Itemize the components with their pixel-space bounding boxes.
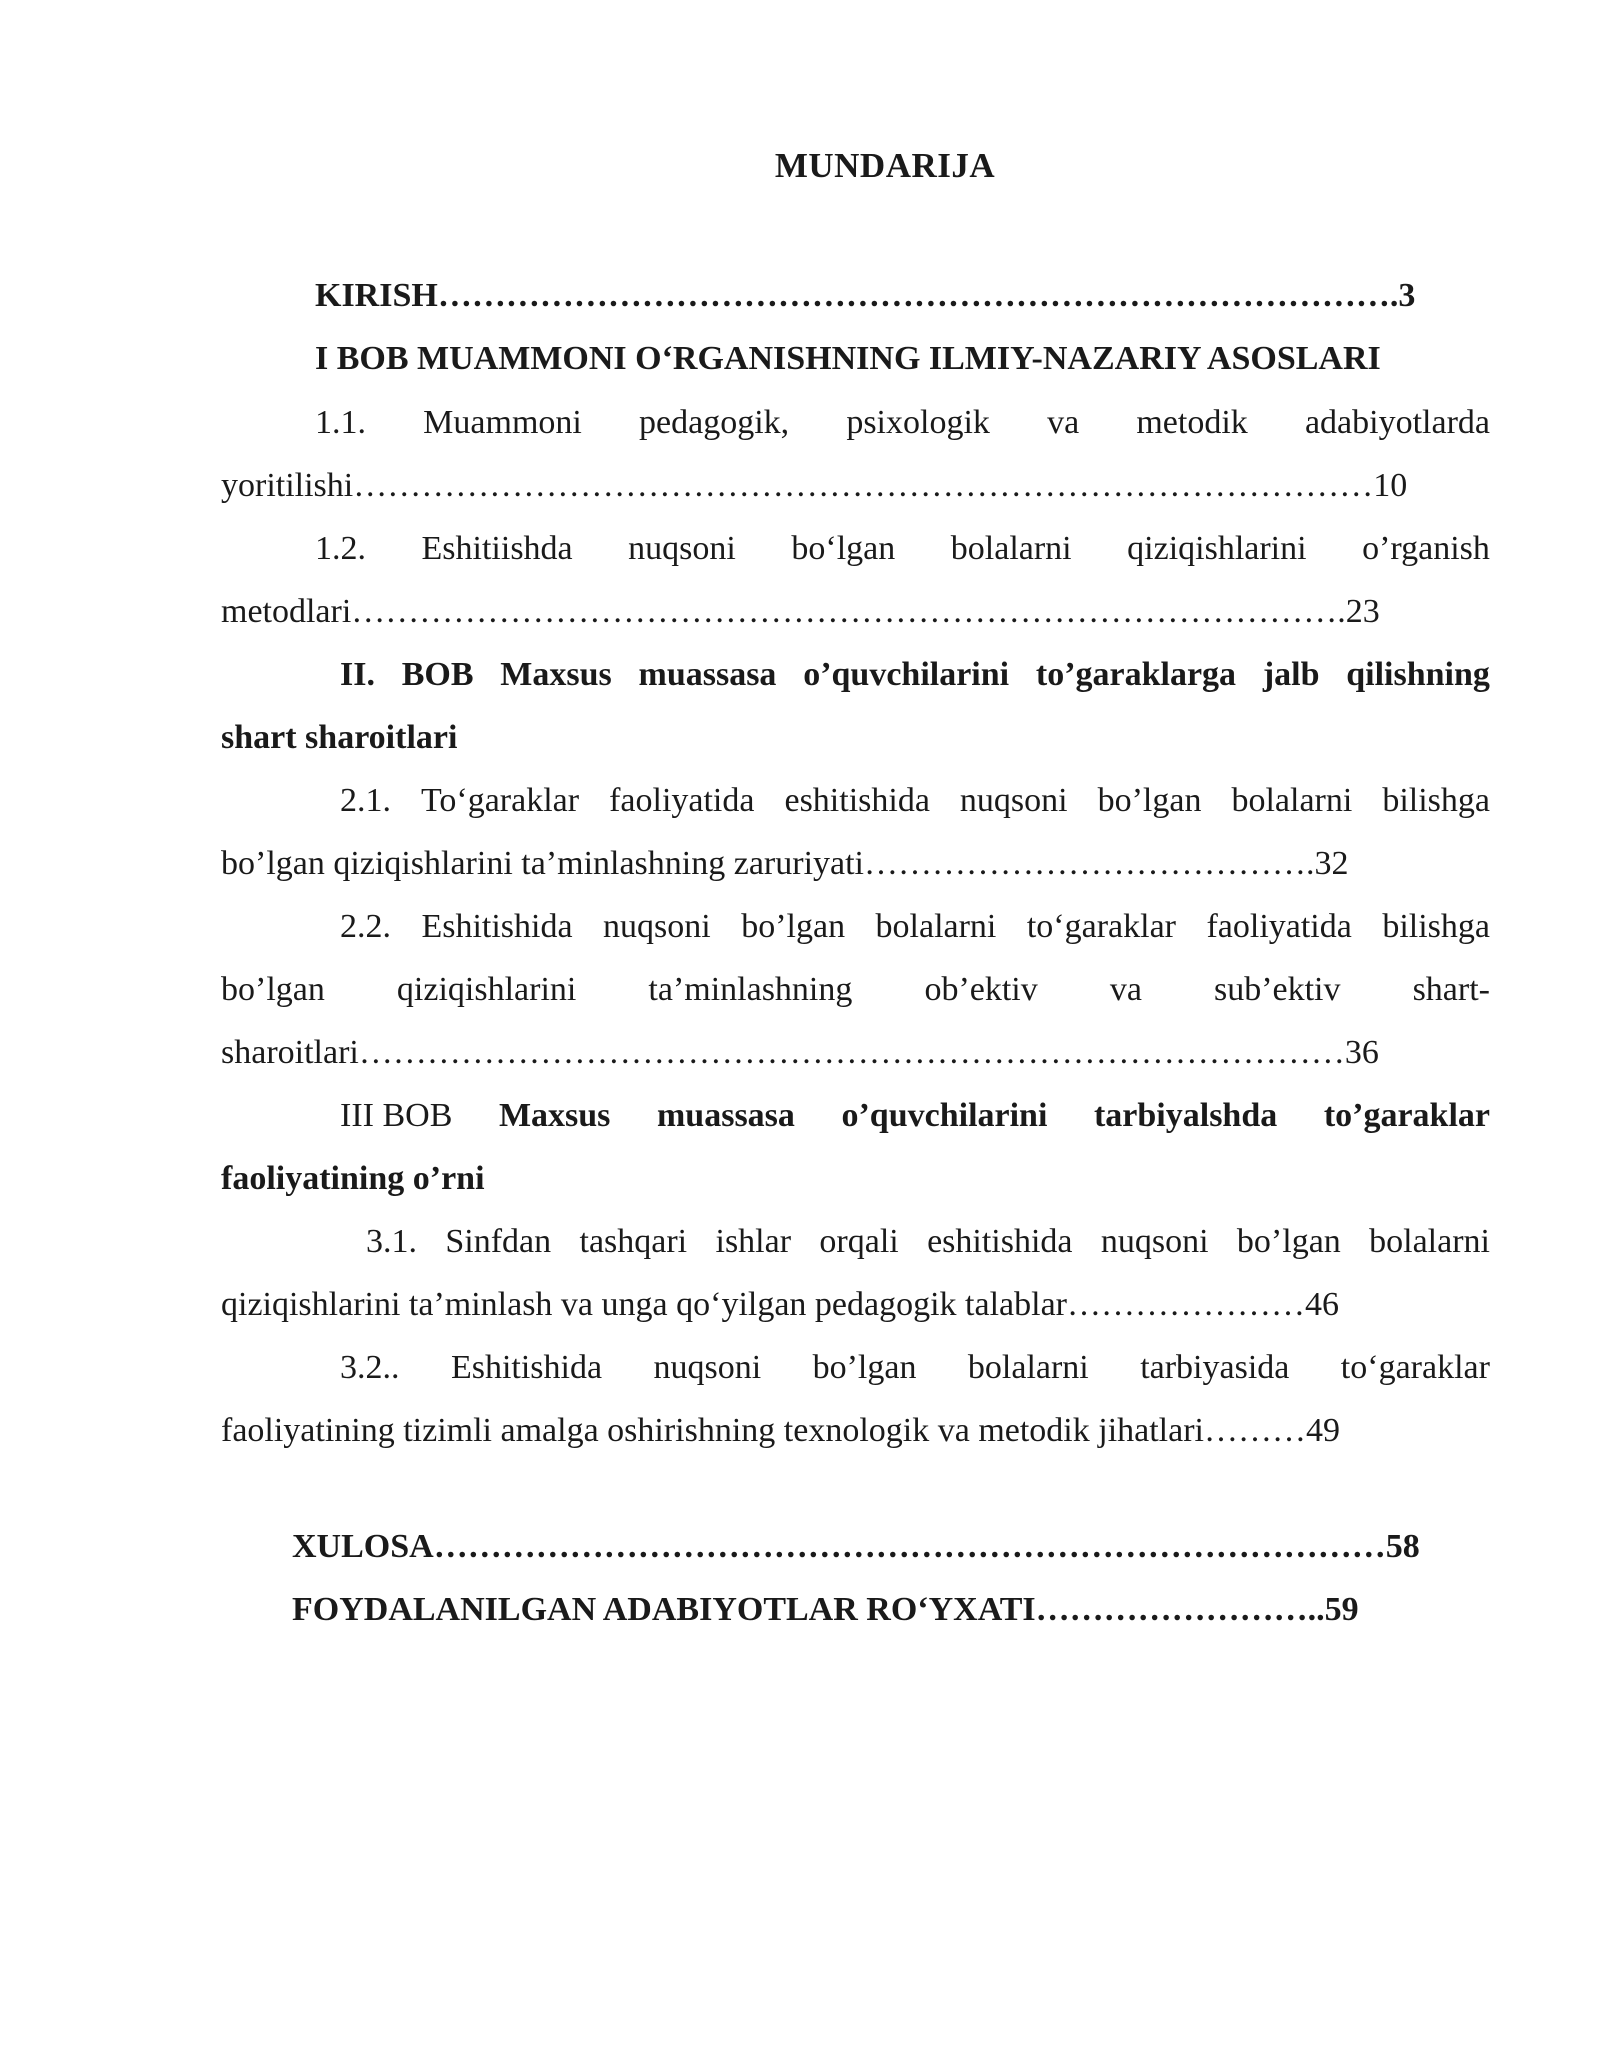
toc-word: nuqsoni bbox=[628, 530, 736, 567]
toc-word: va bbox=[1109, 971, 1142, 1008]
toc-word: faoliyatida bbox=[609, 782, 755, 819]
toc-word: nuqsoni bbox=[1100, 1223, 1209, 1260]
toc-word: 3.1. bbox=[366, 1223, 417, 1260]
toc-item-2-2-line1 bbox=[340, 907, 1490, 947]
toc-item-3-2-line1 bbox=[340, 1348, 1490, 1388]
toc-word: to’garaklar bbox=[1323, 1097, 1490, 1134]
toc-word: BOB bbox=[401, 656, 474, 693]
toc-word: Maxsus bbox=[500, 656, 612, 693]
toc-word: faoliyatida bbox=[1206, 908, 1352, 945]
toc-item-1-1-line1 bbox=[315, 403, 1490, 443]
page-title: MUNDARIJA bbox=[774, 146, 996, 185]
toc-word: bo’lgan bbox=[812, 1349, 917, 1386]
toc-word: II. bbox=[340, 656, 375, 693]
toc-word: Eshitishida bbox=[421, 908, 573, 945]
toc-word: bolalarni bbox=[950, 530, 1072, 567]
toc-word: 3.2.. bbox=[340, 1349, 400, 1386]
toc-word: qiziqishlarini bbox=[1127, 530, 1307, 567]
toc-word: Maxsus bbox=[498, 1097, 611, 1134]
toc-word: metodik bbox=[1136, 404, 1248, 441]
toc-item-1-2-line1 bbox=[315, 529, 1490, 569]
toc-word: psixologik bbox=[846, 404, 990, 441]
toc-word: ishlar bbox=[715, 1223, 792, 1260]
toc-bob3-label: III BOB bbox=[340, 1097, 453, 1134]
toc-xulosa: XULOSA…………………………………………………………………………58 bbox=[292, 1528, 1420, 1565]
toc-word: eshitishida bbox=[927, 1223, 1073, 1260]
toc-word: bolalarni bbox=[1231, 782, 1353, 819]
toc-adabiyotlar: FOYDALANILGAN ADABIYOTLAR RO‘YXATI……………………..59 bbox=[292, 1591, 1359, 1628]
toc-word: bo’lgan bbox=[1236, 1223, 1341, 1260]
toc-word: o’quvchilarini bbox=[803, 656, 1010, 693]
toc-word: Muammoni bbox=[423, 404, 582, 441]
toc-bob3-title-line2: faoliyatining o’rni bbox=[221, 1160, 485, 1197]
toc-item-2-2-line3: sharoitlari……………………………………………………………………………36 bbox=[221, 1034, 1379, 1071]
toc-word: ta’minlashning bbox=[648, 971, 853, 1008]
toc-word: adabiyotlarda bbox=[1304, 404, 1490, 441]
toc-word: To‘garaklar bbox=[421, 782, 580, 819]
toc-word: muassasa bbox=[638, 656, 777, 693]
toc-word: bo’lgan bbox=[741, 908, 846, 945]
toc-word: to‘garaklar bbox=[1026, 908, 1176, 945]
toc-word: tarbiyasida bbox=[1140, 1349, 1290, 1386]
toc-word: 2.1. bbox=[340, 782, 391, 819]
toc-word: bo’lgan bbox=[1097, 782, 1202, 819]
toc-word: muassasa bbox=[656, 1097, 795, 1134]
toc-word: bolalarni bbox=[967, 1349, 1089, 1386]
toc-word: 2.2. bbox=[340, 908, 391, 945]
toc-word: bolalarni bbox=[1369, 1223, 1490, 1260]
toc-word: pedagogik, bbox=[639, 404, 790, 441]
toc-word: sub’ektiv bbox=[1213, 971, 1341, 1008]
toc-item-2-2-line2 bbox=[221, 970, 1490, 1010]
toc-word: Eshitiishda bbox=[421, 530, 573, 567]
toc-word: 1.2. bbox=[315, 530, 366, 567]
toc-word: jalb bbox=[1262, 656, 1320, 693]
toc-word: nuqsoni bbox=[653, 1349, 762, 1386]
toc-item-2-1-line1 bbox=[340, 781, 1490, 821]
toc-word: 1.1. bbox=[315, 404, 366, 441]
toc-word: shart- bbox=[1412, 971, 1490, 1008]
toc-word: bo’lgan bbox=[221, 971, 325, 1008]
toc-item-1-2-line2: metodlari…………………………………………………………………………….23 bbox=[221, 593, 1380, 630]
toc-bob2-title-line1 bbox=[340, 655, 1490, 695]
toc-word: to‘garaklar bbox=[1340, 1349, 1490, 1386]
toc-word: va bbox=[1047, 404, 1080, 441]
toc-word: tarbiyalshda bbox=[1093, 1097, 1278, 1134]
toc-word: qiziqishlarini bbox=[396, 971, 577, 1008]
toc-word: o’quvchilarini bbox=[841, 1097, 1048, 1134]
toc-word: eshitishida bbox=[784, 782, 930, 819]
toc-word: bolalarni bbox=[875, 908, 997, 945]
toc-word: bo‘lgan bbox=[791, 530, 896, 567]
toc-word: bilishga bbox=[1382, 782, 1490, 819]
toc-word: nuqsoni bbox=[603, 908, 711, 945]
toc-word: to’garaklarga bbox=[1035, 656, 1237, 693]
toc-item-3-1-line1 bbox=[366, 1222, 1490, 1262]
toc-bob1-title: I BOB MUAMMONI O‘RGANISHNING ILMIY-NAZARIY ASOSLARI bbox=[315, 340, 1381, 377]
toc-word: Eshitishida bbox=[450, 1349, 603, 1386]
toc-word: bilishga bbox=[1382, 908, 1490, 945]
toc-kirish: KIRISH………………………………………………………………………….3 bbox=[315, 277, 1416, 314]
toc-bob2-title-line2: shart sharoitlari bbox=[221, 719, 458, 756]
toc-word: tashqari bbox=[579, 1223, 688, 1260]
toc-word: orqali bbox=[819, 1223, 899, 1260]
toc-word: nuqsoni bbox=[959, 782, 1068, 819]
toc-item-3-1-line2: qiziqishlarini ta’minlash va unga qo‘yilgan pedagogik talablar…………………46 bbox=[221, 1286, 1339, 1323]
toc-item-1-1-line2: yoritilishi………………………………………………………………………………10 bbox=[221, 467, 1408, 504]
toc-word: o’rganish bbox=[1362, 530, 1490, 567]
toc-word: Sinfdan bbox=[445, 1223, 552, 1260]
toc-bob3-title-line1 bbox=[340, 1096, 1490, 1136]
toc-item-2-1-line2: bo’lgan qiziqishlarini ta’minlashning zaruriyati………………………………….32 bbox=[221, 845, 1349, 882]
toc-item-3-2-line2: faoliyatining tizimli amalga oshirishning texnologik va metodik jihatlari………49 bbox=[221, 1412, 1340, 1449]
toc-word: qilishning bbox=[1346, 656, 1490, 693]
toc-word: ob’ektiv bbox=[924, 971, 1038, 1008]
